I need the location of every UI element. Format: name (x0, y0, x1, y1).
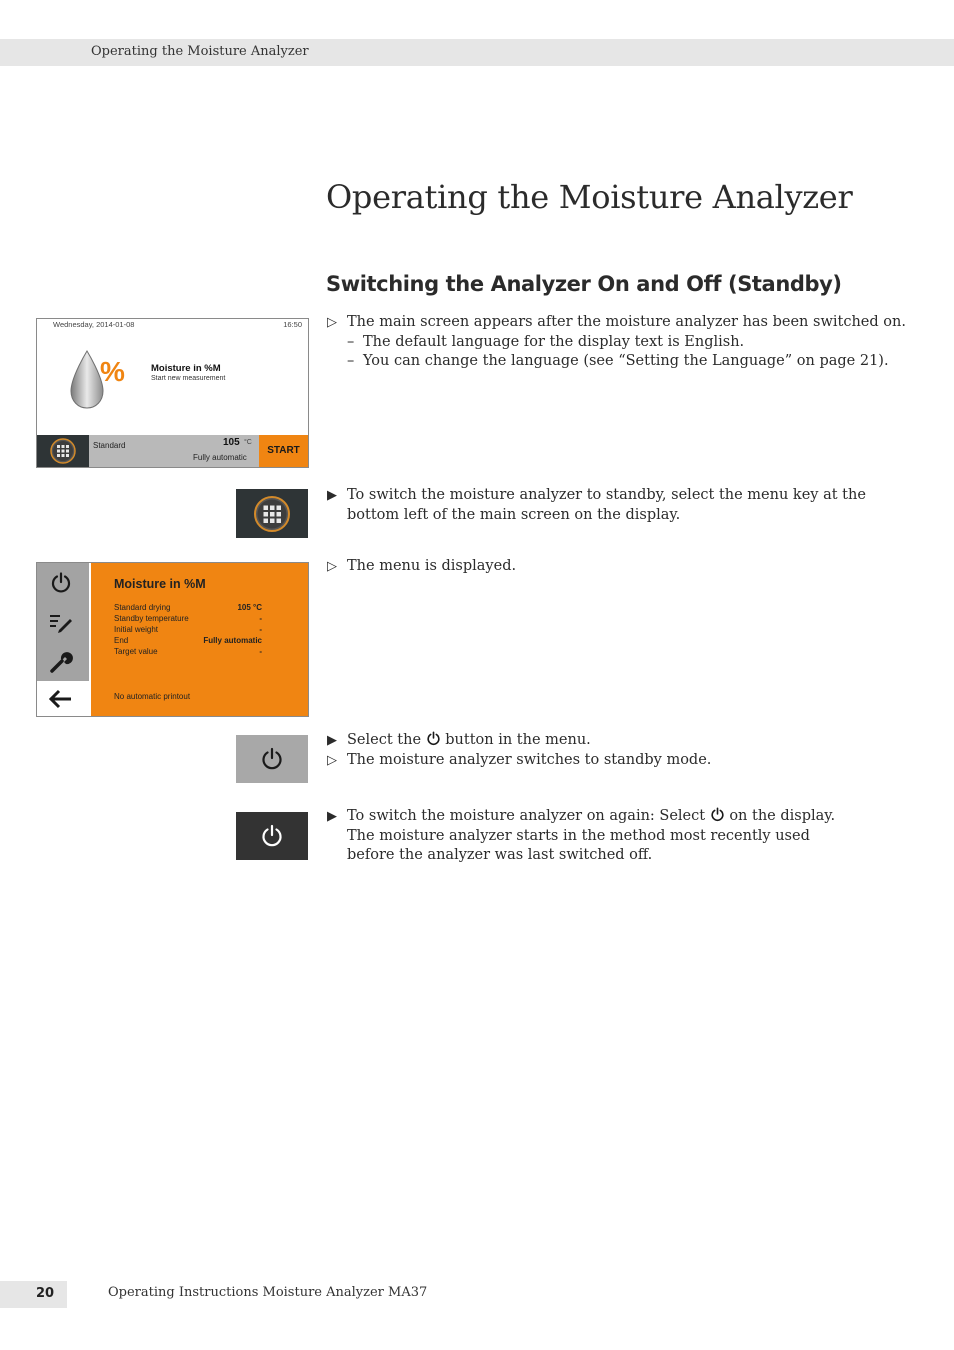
step-4-post: button in the menu. (445, 732, 591, 748)
menu-row (114, 636, 262, 645)
step-1-sub-2: You can change the language (see “Setting the Language” on page 21). (363, 353, 889, 369)
step-1-sub-1: The default language for the display text is English. (363, 333, 745, 350)
power-icon (426, 731, 441, 746)
step-3 (327, 557, 872, 577)
dash-marker: – (347, 333, 355, 350)
screen-bottom-bar (37, 435, 308, 467)
step-1 (327, 313, 906, 372)
step-6-pre: To switch the moisture analyzer on again: Select (347, 808, 706, 824)
menu-row-value: 105 °C (237, 603, 262, 612)
step-6 (327, 807, 872, 866)
menu-key-figure (236, 489, 308, 538)
menu-row (114, 614, 262, 623)
wrench-icon[interactable] (49, 650, 73, 674)
menu-row (114, 603, 262, 612)
power-on-button-figure (236, 812, 308, 860)
screen-title: Moisture in %M (151, 363, 221, 374)
menu-title: Moisture in %M (114, 577, 206, 591)
droplet-percent-icon (63, 347, 133, 411)
menu-row-label: Standby temperature (114, 614, 189, 623)
step-6-line-2: The moisture analyzer starts in the method most recently used before the analyzer was last switched off. (347, 827, 810, 863)
step-4 (327, 731, 872, 770)
action-marker: ▶ (327, 809, 337, 824)
end-mode: Fully automatic (193, 453, 247, 462)
menu-row-value: - (259, 614, 262, 623)
temperature-unit: °C (244, 439, 252, 446)
temperature-value: 105 (223, 437, 240, 448)
footer-doc-title: Operating Instructions Moisture Analyzer MA37 (108, 1285, 428, 1300)
menu-info-panel (91, 563, 308, 716)
menu-screen-figure (36, 562, 309, 717)
running-header (0, 39, 954, 66)
page-number: 20 (36, 1286, 55, 1301)
back-arrow-icon (49, 687, 73, 711)
power-icon (710, 807, 725, 822)
power-icon (260, 824, 284, 848)
menu-row-label: Initial weight (114, 625, 159, 634)
step-5-text: The moisture analyzer switches to standby mode. (347, 751, 712, 768)
edit-list-icon[interactable] (49, 610, 73, 634)
page-title: Operating the Moisture Analyzer (326, 178, 853, 216)
method-name: Standard (93, 441, 126, 450)
menu-key-button[interactable] (37, 435, 89, 467)
action-marker: ▶ (327, 733, 337, 748)
running-header-title: Operating the Moisture Analyzer (91, 44, 309, 59)
back-button[interactable] (37, 682, 89, 716)
menu-row (114, 647, 262, 656)
menu-sidebar (37, 563, 89, 681)
result-marker: ▷ (327, 559, 337, 574)
power-icon[interactable] (49, 571, 73, 595)
result-marker: ▷ (327, 315, 337, 330)
result-marker: ▷ (327, 752, 337, 768)
section-title: Switching the Analyzer On and Off (Standby) (326, 272, 842, 296)
menu-row-label: End (114, 636, 129, 645)
menu-row-value: - (259, 625, 262, 634)
menu-row-label: Standard drying (114, 603, 171, 612)
menu-footer-note: No automatic printout (114, 692, 191, 701)
step-1-text: The main screen appears after the moisture analyzer has been switched on. (347, 314, 906, 330)
page-number-box (0, 1281, 67, 1308)
screen-subtitle[interactable]: Start new measurement (151, 375, 226, 382)
svg-text:%: % (100, 356, 125, 387)
main-screen-figure (36, 318, 309, 468)
step-4-pre: Select the (347, 732, 422, 748)
step-2-text: To switch the moisture analyzer to standby, select the menu key at the bottom left of the main screen on the display. (347, 487, 866, 523)
menu-row-value: Fully automatic (203, 636, 262, 645)
step-2 (327, 486, 872, 525)
menu-row (114, 625, 262, 634)
dash-marker: – (347, 353, 355, 369)
power-icon (260, 747, 284, 771)
step-6-post: on the display. (729, 808, 836, 824)
menu-grid-icon (236, 489, 308, 538)
action-marker: ▶ (327, 488, 337, 503)
start-button[interactable]: START (259, 435, 308, 467)
menu-row-value: - (259, 647, 262, 656)
step-3-text: The menu is displayed. (347, 558, 517, 574)
menu-row-label: Target value (114, 647, 158, 656)
screen-time: 16:50 (283, 320, 302, 329)
standby-button-figure (236, 735, 308, 783)
screen-date: Wednesday, 2014-01-08 (53, 320, 135, 329)
menu-grid-icon (37, 435, 89, 467)
